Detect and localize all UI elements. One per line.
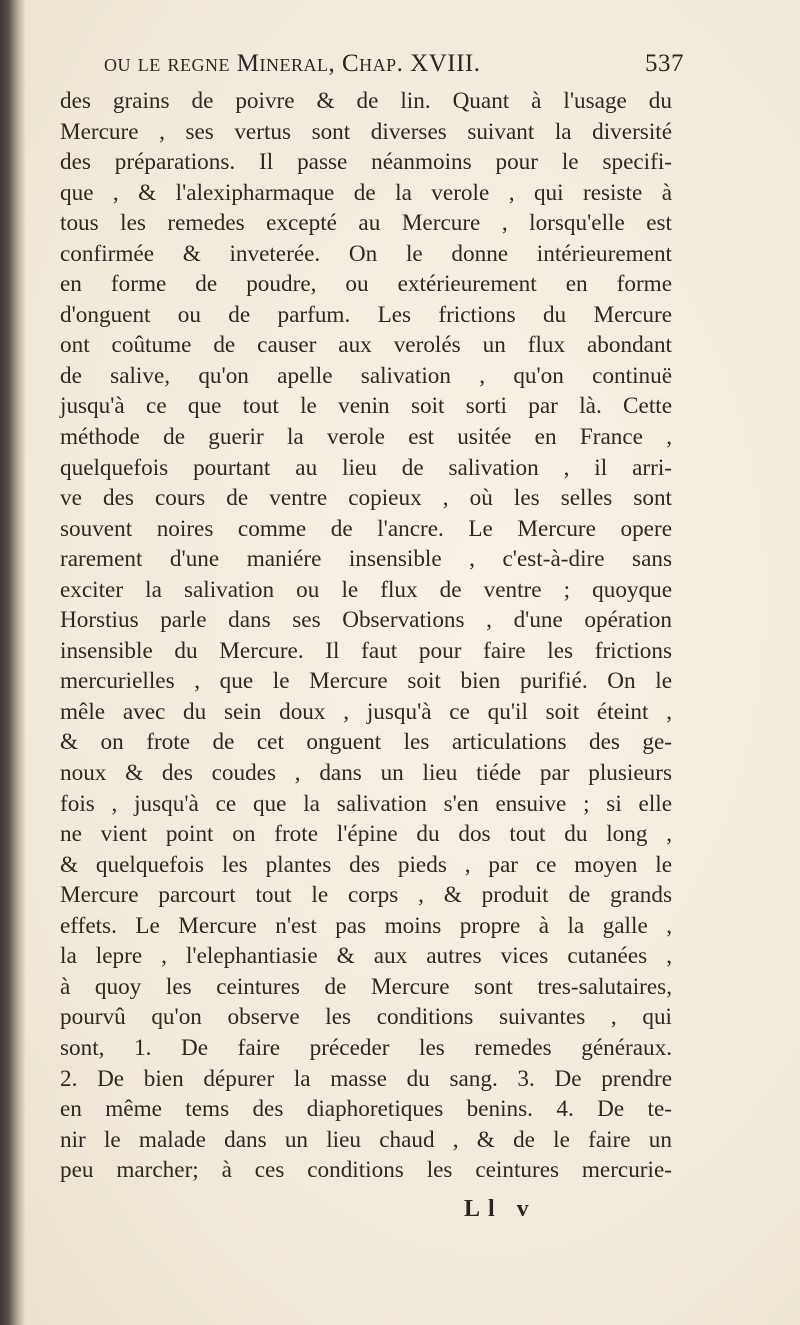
text-line: ne vient point on frote l'épine du dos tout du long , bbox=[60, 821, 672, 848]
running-title: ou le regne Mineral, Chap. XVIII. bbox=[104, 50, 481, 77]
text-line: ont coûtume de causer aux verolés un flux abondant bbox=[60, 332, 672, 359]
text-line: sont, 1. De faire préceder les remedes généraux. bbox=[60, 1034, 672, 1061]
text-line: des grains de poivre & de lin. Quant à l'usage du bbox=[60, 88, 672, 114]
text-line: Mercure parcourt tout le corps , & produit de grands bbox=[60, 882, 672, 909]
page-number: 537 bbox=[645, 50, 684, 77]
text-line: noux & des coudes , dans un lieu tiéde par plusieurs bbox=[60, 760, 672, 787]
text-line: que , & l'alexipharmaque de la verole , qui resiste à bbox=[60, 179, 672, 206]
text-line: quelquefois pourtant au lieu de salivation , il arri- bbox=[60, 454, 672, 481]
text-line: Horstius parle dans ses Observations , d'une opération bbox=[60, 607, 672, 634]
text-line: & on frote de cet onguent les articulations des ge- bbox=[60, 729, 672, 756]
text-line: nir le malade dans un lieu chaud , & de le faire un bbox=[60, 1126, 672, 1153]
text-line: la lepre , l'elephantiasie & aux autres vices cutanées , bbox=[60, 943, 672, 970]
text-line: en même tems des diaphoretiques benins. 4. De te- bbox=[60, 1096, 672, 1123]
text-line: Mercure , ses vertus sont diverses suivant la diversité bbox=[60, 118, 672, 145]
text-line: d'onguent ou de parfum. Les frictions du Mercure bbox=[60, 301, 672, 328]
text-line: tous les remedes excepté au Mercure , lorsqu'elle est bbox=[60, 210, 672, 237]
text-line: jusqu'à ce que tout le venin soit sorti par là. Cette bbox=[60, 393, 672, 420]
text-line: des préparations. Il passe néanmoins pour le specifi- bbox=[60, 149, 672, 176]
text-line: en forme de poudre, ou extérieurement en forme bbox=[60, 271, 672, 298]
text-line: souvent noires comme de l'ancre. Le Mercure opere bbox=[60, 515, 672, 542]
text-line: & quelquefois les plantes des pieds , par ce moyen le bbox=[60, 851, 672, 878]
text-line: exciter la salivation ou le flux de ventre ; quoyque bbox=[60, 576, 672, 603]
text-line: peu marcher; à ces conditions les ceintures mercurie- bbox=[60, 1157, 672, 1184]
running-header bbox=[104, 50, 684, 78]
text-line: effets. Le Mercure n'est pas moins propre à la galle , bbox=[60, 912, 672, 939]
text-line: insensible du Mercure. Il faut pour faire les frictions bbox=[60, 637, 672, 664]
text-line: confirmée & inveterée. On le donne intérieurement bbox=[60, 240, 672, 267]
text-line: fois , jusqu'à ce que la salivation s'en ensuive ; si elle bbox=[60, 790, 672, 817]
text-line: ve des cours de ventre copieux , où les selles sont bbox=[60, 485, 672, 512]
text-line: 2. De bien dépurer la masse du sang. 3. De prendre bbox=[60, 1065, 672, 1092]
text-line: mêle avec du sein doux , jusqu'à ce qu'il soit éteint , bbox=[60, 698, 672, 725]
text-line: méthode de guerir la verole est usitée en France , bbox=[60, 424, 672, 451]
text-line: pourvû qu'on observe les conditions suivantes , qui bbox=[60, 1004, 672, 1031]
text-line: à quoy les ceintures de Mercure sont tres-salutaires, bbox=[60, 973, 672, 1000]
book-spine-shadow bbox=[0, 0, 26, 1325]
text-line: mercurielles , que le Mercure soit bien purifié. On le bbox=[60, 668, 672, 695]
text-line: de salive, qu'on apelle salivation , qu'on continuë bbox=[60, 362, 672, 389]
text-line: rarement d'une maniére insensible , c'est-à-dire sans bbox=[60, 546, 672, 573]
body-text bbox=[60, 86, 672, 1186]
signature-mark: Ll v bbox=[464, 1196, 537, 1222]
